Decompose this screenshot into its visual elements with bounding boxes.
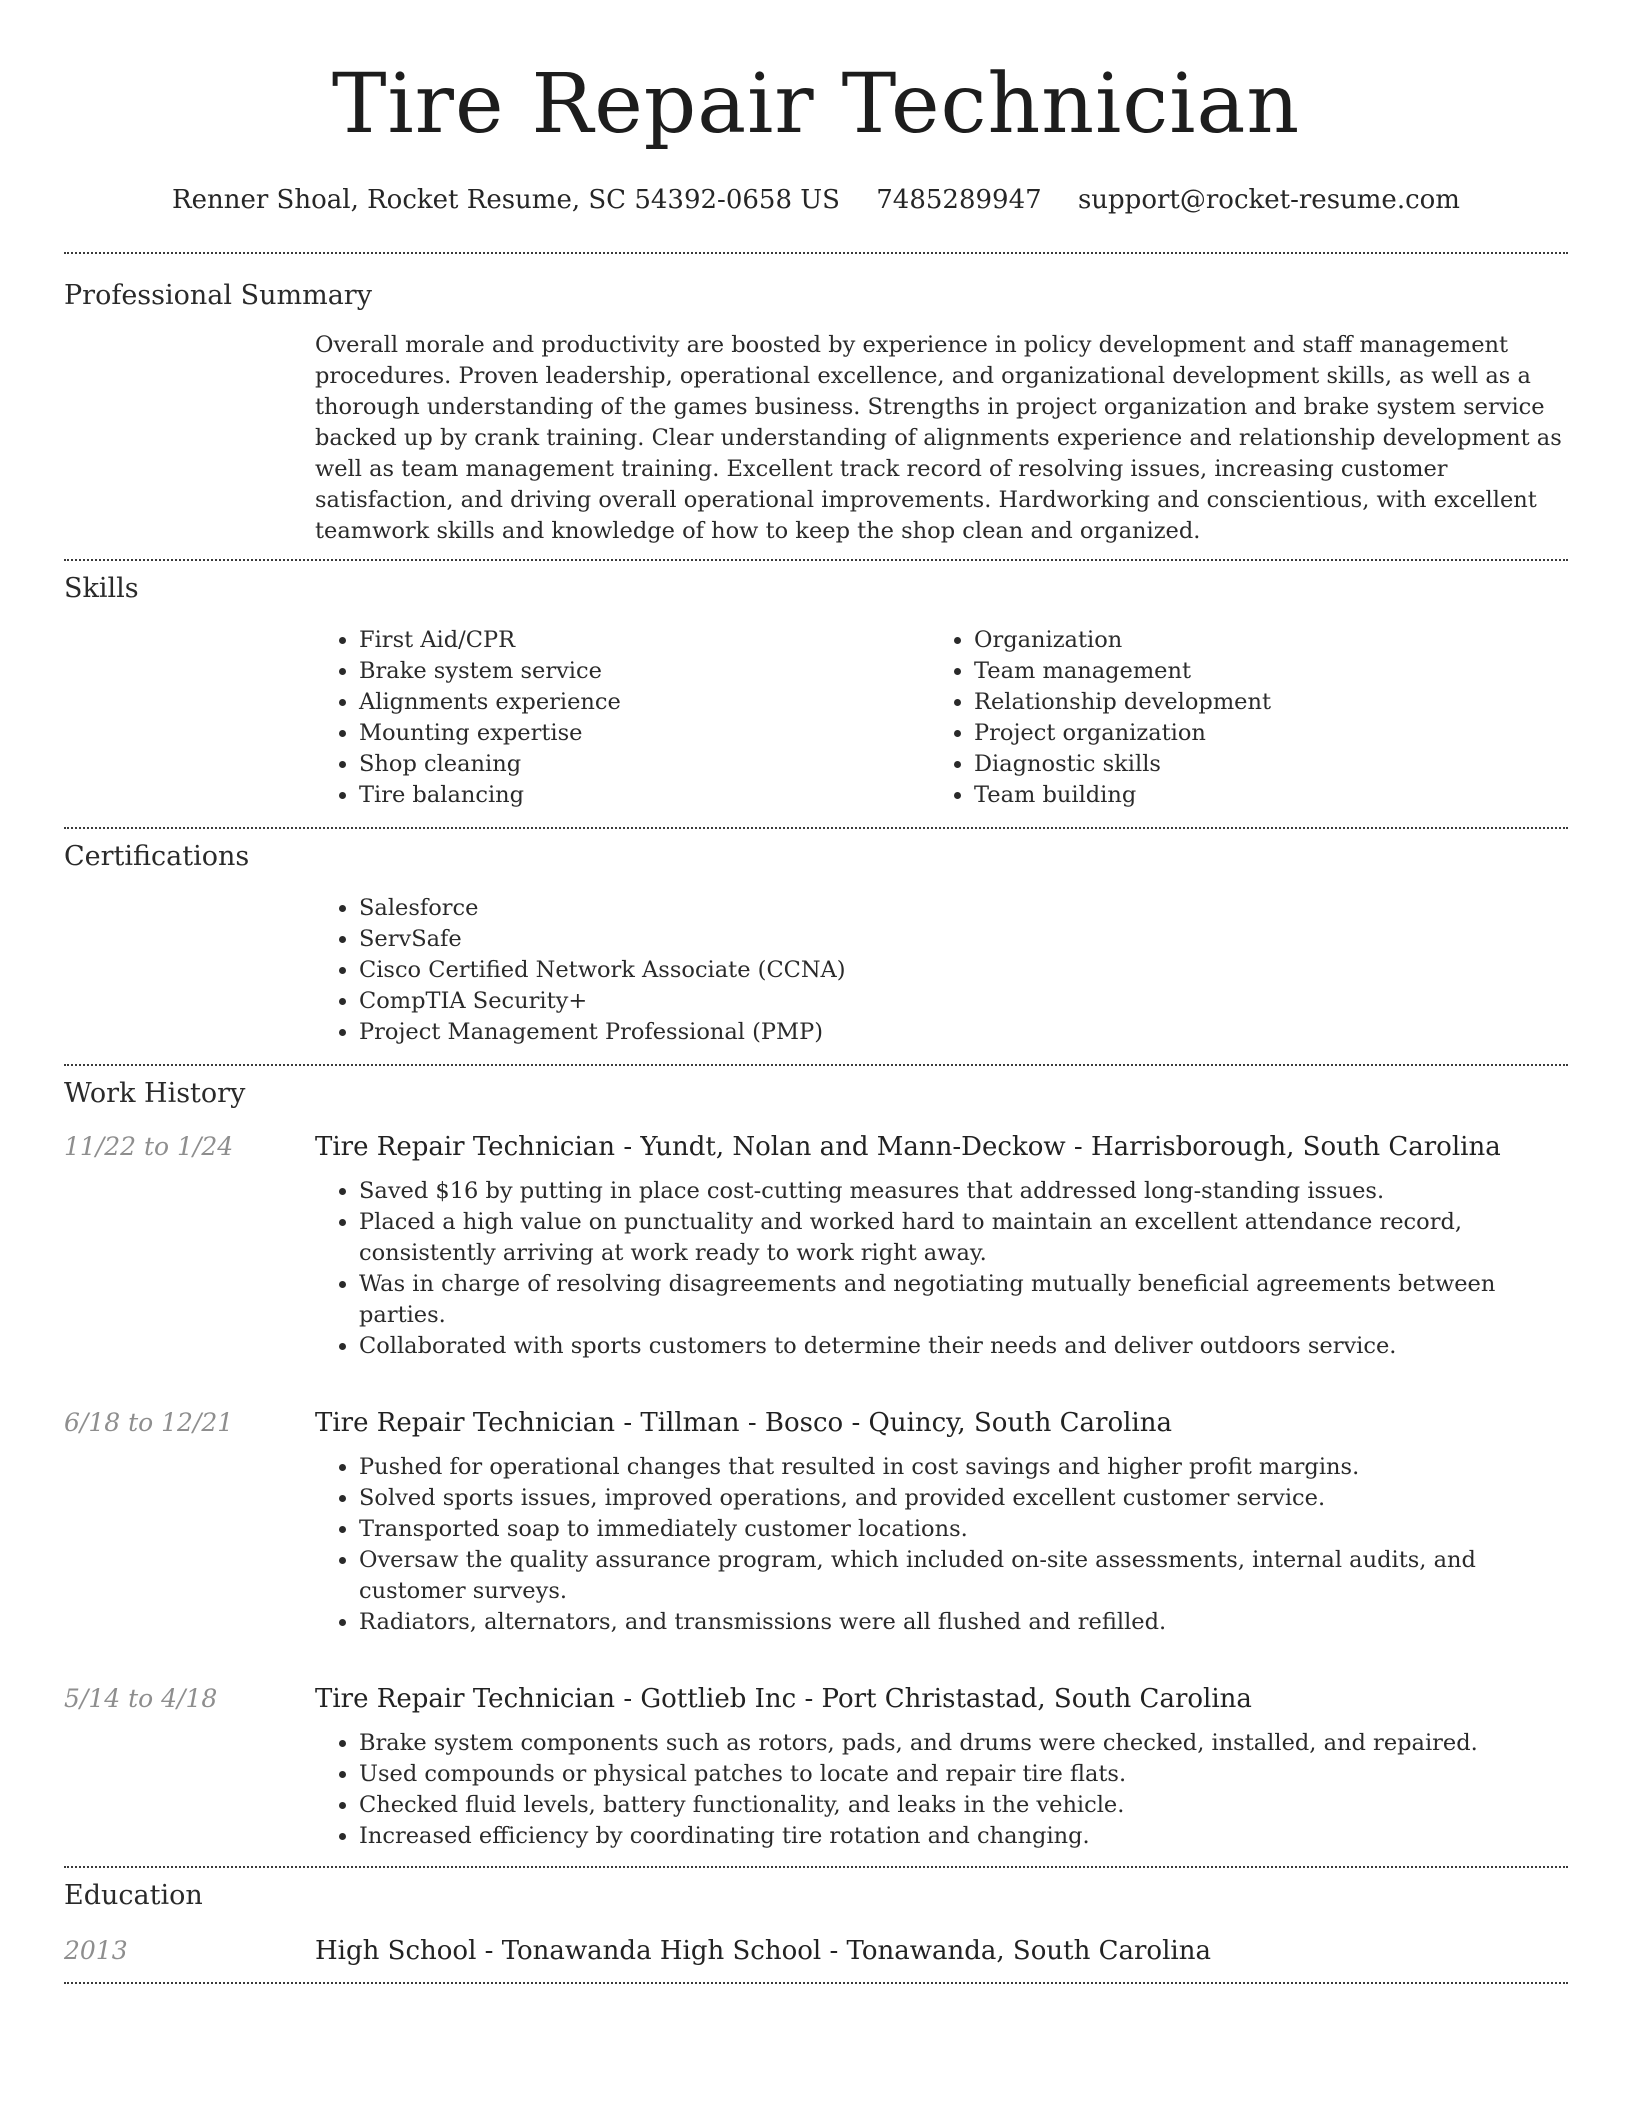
- divider: [64, 1982, 1568, 1984]
- summary-heading: Professional Summary: [64, 280, 372, 311]
- certification-item: • Cisco Certified Network Associate (CCNA): [359, 955, 1568, 986]
- job-dates: 5/14 to 4/18: [64, 1684, 218, 1713]
- summary-section: [64, 254, 1568, 547]
- certification-item: • CompTIA Security+: [359, 986, 1568, 1017]
- education-year: 2013: [64, 1936, 128, 1965]
- job-title: Tire Repair Technician - Gottlieb Inc - Port Christastad, South Carolina: [315, 1684, 1252, 1714]
- certifications-heading: Certifications: [64, 841, 250, 872]
- skill-item: • Diagnostic skills: [974, 749, 1545, 780]
- certification-item: • Project Management Professional (PMP): [359, 1017, 1568, 1048]
- skill-item: • First Aid/CPR: [359, 625, 930, 656]
- education-heading: Education: [64, 1880, 203, 1911]
- skill-item: • Team building: [974, 780, 1545, 811]
- job-bullet: • Increased efficiency by coordinating tire rotation and changing.: [359, 1821, 1568, 1852]
- skill-item: • Tire balancing: [359, 780, 930, 811]
- job-bullet: • Radiators, alternators, and transmissions were all flushed and refilled.: [359, 1607, 1568, 1638]
- job-bullets: [315, 1728, 1568, 1852]
- education-entry: High School - Tonawanda High School - Tonawanda, South Carolina: [315, 1936, 1211, 1966]
- job-bullets: [315, 1452, 1568, 1638]
- skill-item: • Brake system service: [359, 656, 930, 687]
- certifications-section: [64, 829, 1568, 1048]
- skill-item: • Shop cleaning: [359, 749, 930, 780]
- resume-title: Tire Repair Technician: [331, 57, 1301, 152]
- skills-list-left: [315, 625, 930, 811]
- skill-item: • Alignments experience: [359, 687, 930, 718]
- summary-text: Overall morale and productivity are boosted by experience in policy development and staff management procedures. Proven leadership, operational excellence, and organizational development skills, as well as a thorough understanding of the games business. Strengths in project organization and brake system service backed up by crank training. Clear understanding of alignments experience and relationship development as well as team management training. Excellent track record of resolving issues, increasing customer satisfaction, and driving overall operational improvements. Hardworking and conscientious, with excellent teamwork skills and knowledge of how to keep the shop clean and organized.: [315, 332, 1562, 544]
- work-history-heading: Work History: [64, 1078, 246, 1109]
- contact-email: support@rocket-resume.com: [1077, 185, 1460, 215]
- skill-item: • Relationship development: [974, 687, 1545, 718]
- job-entry: [64, 1406, 1568, 1638]
- skill-item: • Mounting expertise: [359, 718, 930, 749]
- job-bullet: • Pushed for operational changes that resulted in cost savings and higher profit margins.: [359, 1452, 1568, 1483]
- job-bullet: • Brake system components such as rotors, pads, and drums were checked, installed, and repaired.: [359, 1728, 1568, 1759]
- skill-item: • Organization: [974, 625, 1545, 656]
- job-bullet: • Was in charge of resolving disagreements and negotiating mutually beneficial agreements between parties.: [359, 1269, 1568, 1331]
- certifications-list: [315, 893, 1568, 1048]
- skills-section: [64, 561, 1568, 811]
- education-section: [64, 1868, 1568, 1968]
- job-bullets: [315, 1176, 1568, 1362]
- skill-item: • Project organization: [974, 718, 1545, 749]
- job-dates: 6/18 to 12/21: [64, 1408, 234, 1437]
- resume-page: [64, 0, 1568, 1984]
- job-bullet: • Transported soap to immediately customer locations.: [359, 1514, 1568, 1545]
- job-entry: [64, 1682, 1568, 1852]
- work-history-section: [64, 1066, 1568, 1852]
- skills-heading: Skills: [64, 573, 139, 604]
- job-bullet: • Collaborated with sports customers to determine their needs and deliver outdoors service.: [359, 1331, 1568, 1362]
- job-dates: 11/22 to 1/24: [64, 1132, 234, 1161]
- certification-item: • ServSafe: [359, 924, 1568, 955]
- job-bullet: • Placed a high value on punctuality and worked hard to maintain an excellent attendance record, consistently arriving at work ready to work right away.: [359, 1207, 1568, 1269]
- skill-item: • Team management: [974, 656, 1545, 687]
- job-bullet: • Checked fluid levels, battery functionality, and leaks in the vehicle.: [359, 1790, 1568, 1821]
- job-title: Tire Repair Technician - Yundt, Nolan and Mann-Deckow - Harrisborough, South Carolina: [315, 1132, 1501, 1162]
- job-title: Tire Repair Technician - Tillman - Bosco - Quincy, South Carolina: [315, 1408, 1172, 1438]
- job-bullet: • Saved $16 by putting in place cost-cutting measures that addressed long-standing issues.: [359, 1176, 1568, 1207]
- contact-address: Renner Shoal, Rocket Resume, SC 54392-0658 US: [172, 185, 840, 215]
- contact-phone: 7485289947: [876, 185, 1042, 215]
- skills-list-right: [930, 625, 1545, 811]
- job-bullet: • Used compounds or physical patches to locate and repair tire flats.: [359, 1759, 1568, 1790]
- certification-item: • Salesforce: [359, 893, 1568, 924]
- contact-line: [64, 182, 1568, 218]
- job-entry: [64, 1130, 1568, 1362]
- job-bullet: • Solved sports issues, improved operations, and provided excellent customer service.: [359, 1483, 1568, 1514]
- job-bullet: • Oversaw the quality assurance program, which included on-site assessments, internal audits, and customer surveys.: [359, 1545, 1568, 1607]
